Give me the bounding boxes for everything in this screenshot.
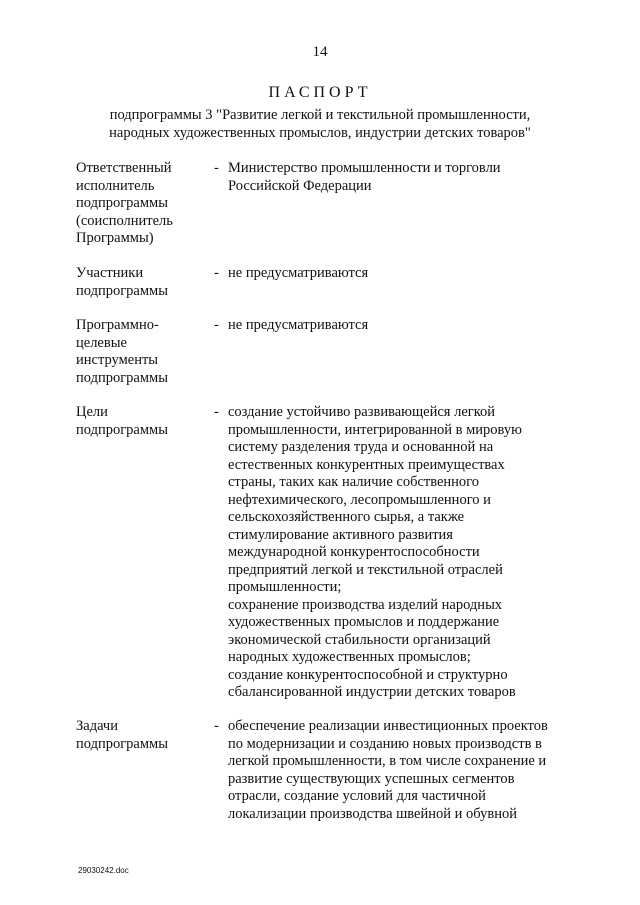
row-dash: - xyxy=(214,265,219,281)
subtitle-line: народных художественных промыслов, индустрии детских товаров" xyxy=(109,125,531,141)
label-line: подпрограммы xyxy=(76,369,168,386)
row-value xyxy=(228,404,566,702)
value-line: художественных промыслов и поддержание xyxy=(228,614,500,630)
value-line: страны, таких как наличие собственного xyxy=(228,474,480,490)
row-label xyxy=(76,718,201,753)
value-line: не предусматриваются xyxy=(228,317,369,333)
label-line: (соисполнитель xyxy=(76,212,173,229)
value-line: экономической стабильности организаций xyxy=(228,631,491,648)
document-title: ПАСПОРТ xyxy=(268,84,372,101)
value-line: локализации производства швейной и обувной xyxy=(228,805,517,822)
row-label xyxy=(76,404,201,439)
value-line: легкой промышленности, в том числе сохранение и xyxy=(228,753,547,769)
value-line: систему разделения труда и основанной на xyxy=(228,439,494,455)
row-dash: - xyxy=(214,317,219,333)
value-line: предприятий легкой и текстильной отраслей xyxy=(228,561,503,578)
label-line: Программы) xyxy=(76,230,154,246)
row-value xyxy=(228,160,566,195)
row-label xyxy=(76,160,201,248)
value-line: стимулирование активного развития xyxy=(228,526,453,543)
label-line: подпрограммы xyxy=(76,421,168,438)
label-line: целевые xyxy=(76,334,127,351)
row-dash: - xyxy=(214,718,219,734)
value-line: международной конкурентоспособности xyxy=(228,544,480,560)
value-line: отрасли, создание условий для частичной xyxy=(228,788,486,804)
row-value xyxy=(228,718,566,823)
page-number: 14 xyxy=(312,44,328,60)
value-line: народных художественных промыслов; xyxy=(228,649,471,665)
label-line: Цели xyxy=(76,404,108,420)
row-label xyxy=(76,265,201,300)
file-name-footer: 29030242.doc xyxy=(78,866,129,875)
value-line: сельскохозяйственного сырья, а также xyxy=(228,509,465,525)
label-line: подпрограммы xyxy=(76,735,168,752)
row-value xyxy=(228,317,566,335)
value-line: промышленности, интегрированной в мировую xyxy=(228,421,522,438)
subtitle-line: подпрограммы 3 "Развитие легкой и текстильной промышленности, xyxy=(109,107,531,123)
row-value xyxy=(228,265,566,283)
label-line: Задачи xyxy=(76,718,118,734)
row-dash: - xyxy=(214,160,219,176)
label-line: Программно- xyxy=(76,317,159,333)
value-line: обеспечение реализации инвестиционных проектов xyxy=(228,718,548,734)
value-line: сохранение производства изделий народных xyxy=(228,596,503,613)
value-line: по модернизации и созданию новых производств в xyxy=(228,735,542,752)
value-line: Министерство промышленности и торговли xyxy=(228,160,501,176)
value-line: промышленности; xyxy=(228,579,342,595)
label-line: Участники xyxy=(76,265,144,281)
value-line: Российской Федерации xyxy=(228,177,372,194)
value-line: развитие существующих успешных сегментов xyxy=(228,770,515,787)
value-line: не предусматриваются xyxy=(228,265,369,281)
value-line: создание устойчиво развивающейся легкой xyxy=(228,404,496,420)
label-line: Ответственный xyxy=(76,160,172,176)
row-label xyxy=(76,317,201,387)
value-line: создание конкурентоспособной и структурно xyxy=(228,666,508,683)
label-line: подпрограммы xyxy=(76,282,168,299)
value-line: сбалансированной индустрии детских товаров xyxy=(228,684,516,700)
row-dash: - xyxy=(214,404,219,420)
document-subtitle xyxy=(80,106,560,142)
label-line: исполнитель xyxy=(76,177,155,194)
label-line: инструменты xyxy=(76,352,159,368)
label-line: подпрограммы xyxy=(76,195,168,211)
value-line: естественных конкурентных преимуществах xyxy=(228,456,505,473)
value-line: нефтехимического, лесопромышленного и xyxy=(228,491,491,508)
